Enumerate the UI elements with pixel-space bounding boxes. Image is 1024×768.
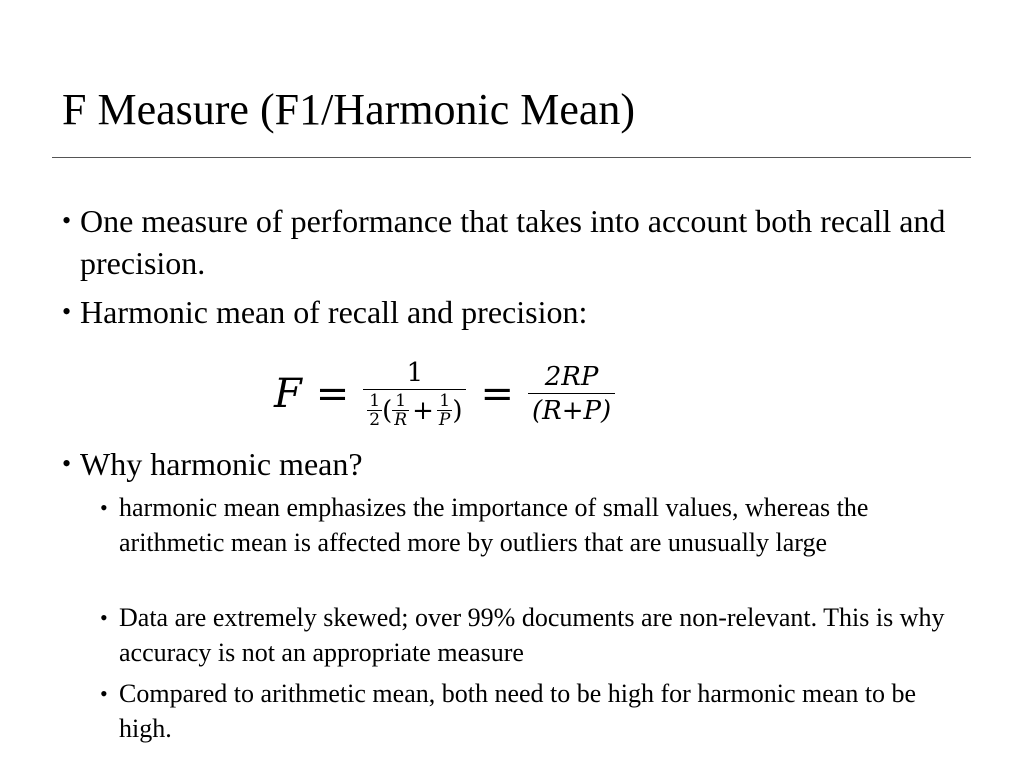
recip-p-fraction <box>437 393 452 429</box>
sub-bullet-dot: • <box>100 605 108 630</box>
half-den: 2 <box>369 410 381 430</box>
recip-r-num: 1 <box>395 391 407 411</box>
formula-simplified-fraction <box>528 363 615 425</box>
sub-bullet-dot: • <box>100 495 108 520</box>
bullet-text: Harmonic mean of recall and precision: <box>80 294 588 330</box>
sub-bullet-text: harmonic mean emphasizes the importance of small values, whereas the arithmetic mean is affected more by outliers that are unusually large <box>119 493 869 557</box>
right-paren: ) <box>452 396 463 426</box>
half-fraction <box>367 393 382 429</box>
simplified-denominator: (R+P) <box>528 393 615 425</box>
sub-bullet-skewed-data <box>100 600 959 670</box>
f-measure-formula <box>274 354 615 434</box>
left-paren: ( <box>382 396 393 426</box>
sub-bullet-text: Compared to arithmetic mean, both need to be high for harmonic mean to be high. <box>119 679 917 743</box>
bullet-text: One measure of performance that takes into account both recall and precision. <box>80 203 946 281</box>
bullet-dot: • <box>62 449 72 478</box>
title-divider <box>52 157 971 158</box>
bullet-performance-measure <box>62 200 960 284</box>
recip-r-fraction <box>392 393 409 429</box>
sub-bullet-both-high <box>100 676 959 746</box>
formula-equals: = <box>315 371 350 417</box>
formula-lhs: F <box>274 371 302 417</box>
formula-numerator: 1 <box>406 358 424 388</box>
bullet-dot: • <box>62 297 72 326</box>
simplified-numerator: 2RP <box>544 362 599 392</box>
sub-bullet-small-values <box>100 490 959 560</box>
bullet-why-harmonic <box>62 443 960 485</box>
formula-main-fraction <box>363 359 466 429</box>
sub-bullet-dot: • <box>100 681 108 706</box>
sub-bullet-text: Data are extremely skewed; over 99% documents are non-relevant. This is why accuracy is not an appropriate measure <box>119 603 945 667</box>
bullet-text: Why harmonic mean? <box>80 446 363 482</box>
slide-title: F Measure (F1/Harmonic Mean) <box>62 85 636 134</box>
recip-p-den: P <box>438 410 451 430</box>
plus-sign: + <box>412 396 434 426</box>
bullet-dot: • <box>62 206 72 235</box>
formula-denominator <box>363 389 466 429</box>
bullet-harmonic-mean <box>62 291 960 333</box>
formula-equals-2: = <box>480 371 514 417</box>
recip-r-den: R <box>394 410 408 430</box>
recip-p-num: 1 <box>439 391 451 411</box>
half-num: 1 <box>369 391 381 411</box>
